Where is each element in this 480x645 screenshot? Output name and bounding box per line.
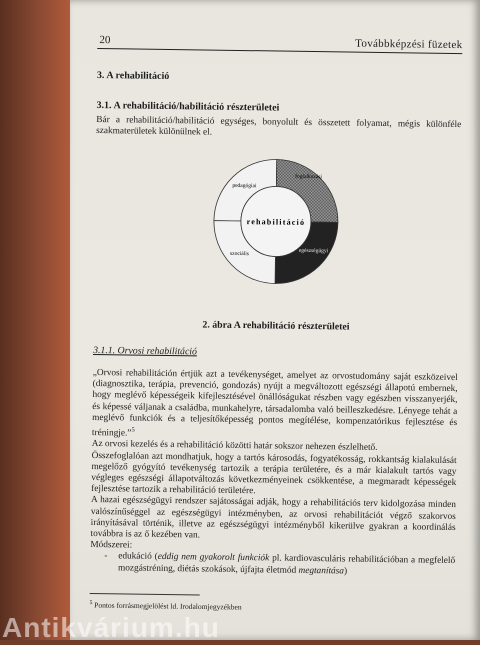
footnote-ref: 5 xyxy=(131,426,135,434)
list-dash: - xyxy=(104,551,108,562)
body-paragraph: Az orvosi kezelés és a rehabilitáció közötti határ sokszor nehezen észlelhető. xyxy=(91,439,378,454)
series-title: Továbbképzési füzetek xyxy=(355,37,463,52)
watermark: Antikvárium.hu xyxy=(2,612,220,640)
center-label: rehabilitáció xyxy=(246,217,306,227)
body-paragraph: A hazai egészségügyi rendszer sajátosságai adják, hogy a rehabilitációs terv kidolgozása minden valószínűséggel az egészségügyi intézményben, az orvosi rehabilitációt végző szakorvos irányításával történik, illetve az egészségügyi intézményből kikerülve gyakran a koordinálás továbbra is az ő kezében van. xyxy=(90,495,457,541)
list-item xyxy=(104,551,455,578)
book-page xyxy=(70,0,480,640)
footnote-marker: 5 xyxy=(89,599,93,606)
figure-caption: 2. ábra A rehabilitáció részterületei xyxy=(202,319,350,333)
list-item-text: edukáció (eddig nem gyakorolt funkciók pl. kardiovasculáris rehabilitációban a megfelelő mozgástréning, diétás szokások, újfajta életmód megtanítása) xyxy=(118,551,456,577)
footnote-rule xyxy=(90,593,200,596)
section-heading: 3. A rehabilitáció xyxy=(96,69,170,83)
intro-paragraph: Bár a rehabilitáció/habilitáció egységes, bonyolult és összetett folyamat, mégis különféle szakmaterületek különülnek el. xyxy=(96,114,462,138)
footnote-text: Pontos forrásmegjelölést ld. Irodalomjegyzékben xyxy=(94,600,242,612)
page-number: 20 xyxy=(99,34,111,47)
subsubsection-heading: 3.1.1. Orvosi rehabilitáció xyxy=(93,344,198,358)
label-egeszsegugyi: egészségügyi xyxy=(298,247,329,255)
subsection-heading: 3.1. A rehabilitáció/habilitáció részterületei xyxy=(96,99,280,114)
body-paragraph: Módszerei: xyxy=(90,540,133,551)
label-pedagogiai: pedagógiai xyxy=(232,182,257,190)
book-spine-edge xyxy=(0,0,70,640)
page-content xyxy=(89,0,466,645)
body-text xyxy=(90,368,458,579)
body-paragraph: Összefoglalóan azt mondhatjuk, hogy a tartós károsodás, fogyatékosság, rokkantság kialakulását megelőző gyógyító tevékenység tartozik a terápia területére, és a már kialakult tartós vagy végleges egészségi állapotváltozás következményeinek csökkentése, a megmaradt képességek fejlesztése tartozik a rehabilitáció területére. xyxy=(91,450,457,497)
label-foglalkozasi: foglalkozási xyxy=(295,173,323,181)
running-header xyxy=(97,34,462,54)
body-paragraph: „Orvosi rehabilitáción értjük azt a tevékenységet, amelyet az orvostudomány saját eszközeivel (diagnosztika, terápia, prevenció, gondozás) nyújt a megváltozott egészségi állapotú embernek, hogy meglévő képességeik kifejlesztésével önállóságukat részben vagy egészben visszanyerjék, és képessé váljanak a családba, munkahelyre, társadalomba való beilleszkedésre. Lényege tehát a meglévő funkciók és a teljesítőképesség pontos megítélése, kompenzatórikus fejlesztése és tréningje.”$^5$ xyxy=(91,367,458,439)
label-szocialis: szociális xyxy=(229,250,249,258)
rehabilitation-ring-diagram xyxy=(194,156,358,286)
